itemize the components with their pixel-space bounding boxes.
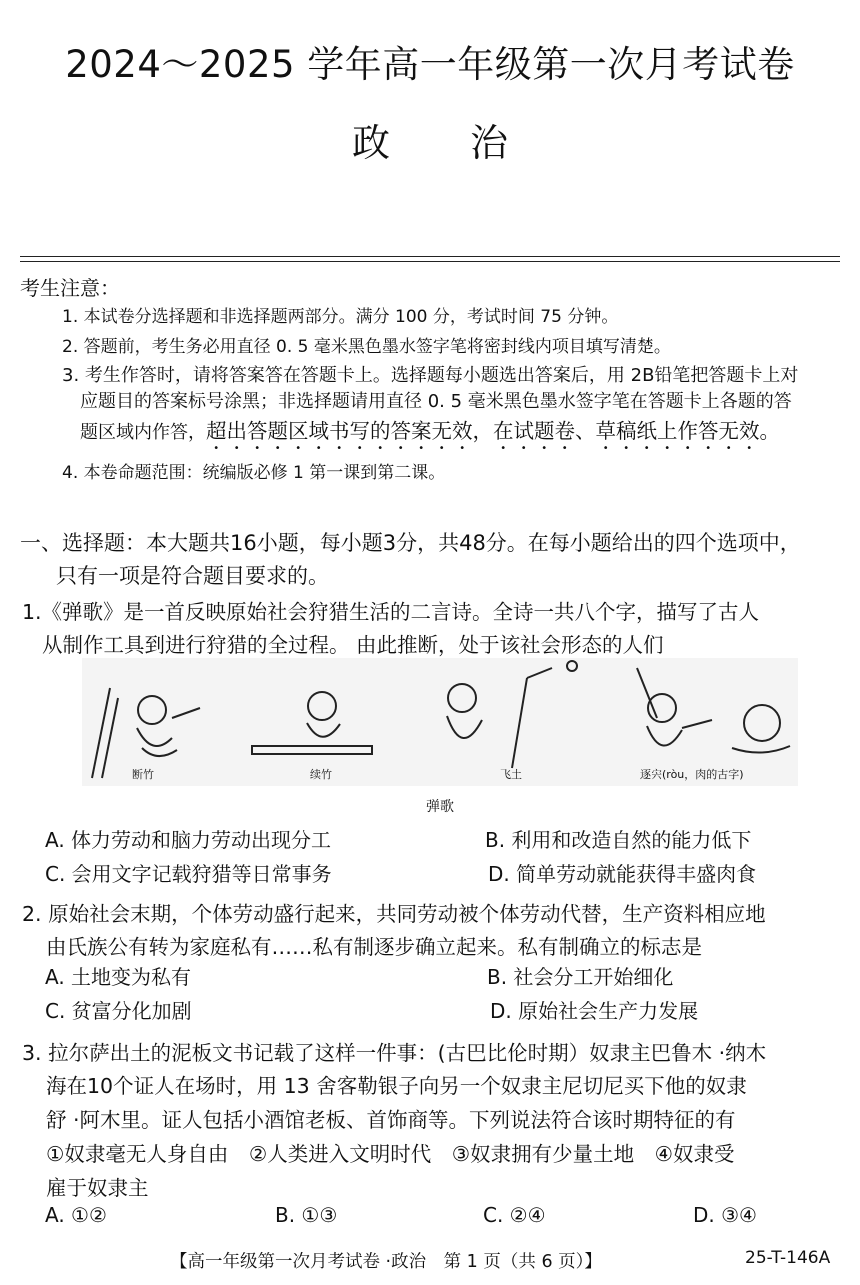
q2-option-d: D. 原始社会生产力发展 bbox=[490, 999, 699, 1023]
divider-top bbox=[20, 256, 840, 257]
q3-option-d: D. ③④ bbox=[693, 1203, 757, 1227]
page-footer: 【高一年级第一次月考试卷 ·政治 第 1 页（共 6 页）】 bbox=[170, 1252, 602, 1272]
q2-option-c: C. 贫富分化加剧 bbox=[45, 999, 192, 1023]
figure-caption: 弹歌 bbox=[426, 799, 454, 815]
exam-title: 2024～2025 学年高一年级第一次月考试卷 bbox=[65, 43, 795, 86]
section-heading: 一、选择题：本大题共16小题，每小题3分，共48分。在每小题给出的四个选项中， bbox=[20, 531, 801, 555]
notice-heading: 考生注意： bbox=[20, 276, 120, 300]
section-heading-cont: 只有一项是符合题目要求的。 bbox=[56, 564, 329, 588]
label-chase-prey: 逐宍(ròu，肉的古字) bbox=[640, 768, 744, 781]
subject-title: 政治 bbox=[351, 121, 588, 165]
question-1-stem: 1.《弹歌》是一首反映原始社会狩猎生活的二言诗。全诗一共八个字，描写了古人 bbox=[22, 600, 760, 624]
q1-option-b: B. 利用和改造自然的能力低下 bbox=[485, 828, 752, 852]
notice-item-2: 2. 答题前，考生务必用直径 0. 5 毫米黑色墨水签字笔将密封线内项目填写清楚。 bbox=[62, 337, 671, 357]
notice-item-3-lead: 题区域内作答， bbox=[80, 422, 206, 443]
q1-option-d: D. 简单劳动就能获得丰盛肉食 bbox=[488, 862, 757, 886]
q3-option-c: C. ②④ bbox=[483, 1203, 546, 1227]
q2-option-b: B. 社会分工开始细化 bbox=[487, 965, 674, 989]
label-cut-bamboo: 断竹 bbox=[132, 768, 154, 781]
question-2-stem: 2. 原始社会末期，个体劳动盛行起来，共同劳动被个体劳动代替，生产资料相应地 bbox=[22, 902, 766, 926]
q1-option-c: C. 会用文字记载狩猎等日常事务 bbox=[45, 862, 332, 886]
notice-item-3-cont: 应题目的答案标号涂黑；非选择题请用直径 0. 5 毫米黑色墨水签字笔在答题卡上各题的答 bbox=[80, 391, 792, 412]
q2-option-a: A. 土地变为私有 bbox=[45, 965, 192, 989]
q3-option-a: A. ①② bbox=[45, 1203, 107, 1227]
divider-bottom bbox=[20, 261, 840, 262]
question-3-statements-cont: 雇于奴隶主 bbox=[46, 1176, 149, 1200]
notice-emphasis: 超出答题区域书写的答案无效，在试题卷、草稿纸上作答无效。 bbox=[206, 419, 780, 443]
label-shoot-clay: 飞土 bbox=[500, 768, 522, 781]
notice-item-1: 1. 本试卷分选择题和非选择题两部分。满分 100 分，考试时间 75 分钟。 bbox=[62, 307, 619, 327]
question-3-stem-cont-2: 舒 ·阿木里。证人包括小酒馆老板、首饰商等。下列说法符合该时期特征的有 bbox=[46, 1108, 736, 1132]
q1-option-a: A. 体力劳动和脑力劳动出现分工 bbox=[45, 828, 332, 852]
notice-item-3-last bbox=[80, 414, 780, 454]
notice-item-3: 3. 考生作答时，请将答案答在答题卡上。选择题每小题选出答案后，用 2B铅笔把答题卡上对 bbox=[62, 365, 799, 386]
question-1-stem-cont: 从制作工具到进行狩猎的全过程。 由此推断，处于该社会形态的人们 bbox=[42, 633, 664, 657]
exam-code: 25-T-146A bbox=[745, 1248, 831, 1268]
q3-option-b: B. ①③ bbox=[275, 1203, 338, 1227]
question-2-stem-cont: 由氏族公有转为家庭私有……私有制逐步确立起来。私有制确立的标志是 bbox=[46, 935, 702, 959]
hunting-illustration bbox=[82, 658, 798, 786]
question-3-stem: 3. 拉尔萨出土的泥板文书记载了这样一件事：(古巴比伦时期）奴隶主巴鲁木 ·纳木 bbox=[22, 1041, 767, 1065]
notice-item-4: 4. 本卷命题范围：统编版必修 1 第一课到第二课。 bbox=[62, 463, 446, 483]
question-3-statements: ①奴隶毫无人身自由 ②人类进入文明时代 ③奴隶拥有少量土地 ④奴隶受 bbox=[46, 1142, 735, 1166]
label-join-bamboo: 续竹 bbox=[310, 768, 332, 781]
question-3-stem-cont-1: 海在10个证人在场时，用 13 舍客勒银子向另一个奴隶主尼切尼买下他的奴隶 bbox=[46, 1074, 747, 1098]
illustration-bg bbox=[82, 658, 798, 786]
